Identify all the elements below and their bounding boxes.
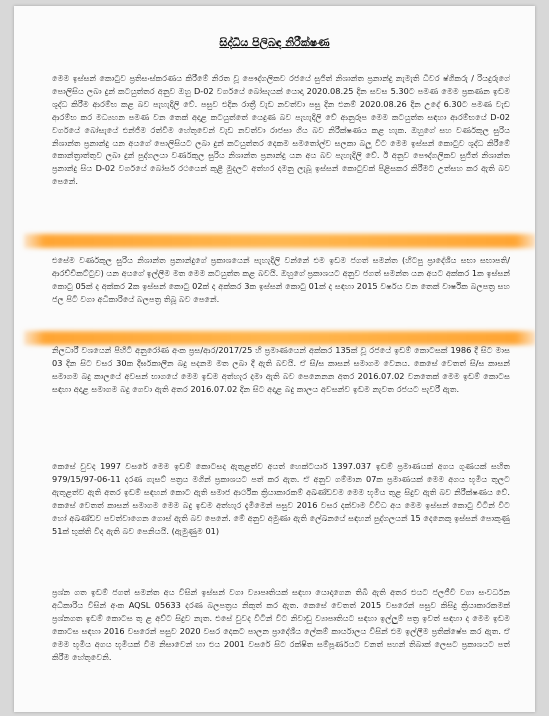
paragraph-1 [52,72,510,238]
document-page [14,6,535,712]
paragraph-4-text: කෙසේ වුවද 1997 වසරේ මෙම ඉඩම් කොටසද ඇතුළත්ව අයත් හෙක්ටයාර් 1397.037 ඉඩම් ප්‍රමාණයක් අගය ගුණයක් සහිත 979/15/97-06-11 දරණ ගැසට් පත්‍රය මගින් ප්‍රකාශයට පත් කර ඇත. ඒ අනුව ගම්මාන 07ක ප්‍රමාණයක් මෙම අගය භූමිය තුලට ඇතුළත්ව ඇති අතර ඉඩම් සඳහන් කොට ඇති සමාජ ආර්ථික ක්‍රියාකාරකම් අඛණ්ඩවම මෙම භූමිය තුළ සිදුව ඇති බව නිරීක්ෂණය වේ. කෙසේ වෙතත් කාසන් සමාගම මෙම බදු ඉඩම අත්හැර දැමීමෙන් පසුව 2016 වසර දක්වාම විවිධ අය මෙම ඉස්සන් කොටු විටින් විට හෝ අඛණ්ඩව පවත්වාගෙන ගොස් ඇති බව පෙනේ. මේ අනුව අමුණා ඇති ලේඛනයේ සඳහන් පුද්ගලයන් 15 දෙනෙකු ඉස්සන් පොකුණු 51ක් භුක්ති විද ඇති බව පෙනියයි. (ඇමුණුම 01) [52,461,510,536]
paragraph-4 [52,460,510,537]
redaction-bar-1 [24,234,535,248]
document-title: සිද්ධිය පිලිබඳ නිරීක්ෂණ [219,36,330,49]
paragraph-1-text: මෙම ඉස්සන් කොටුව ප්‍රතිසංස්කරණය කිරීමේ නිරත වූ පෞද්ගලිකව රජයේ සුජිත් නිශාන්ත ප්‍රනාන්දු නැමැති ධීවර ෂ්ගිකරු / රියදුරුගේ පොලිසිය ලබා දුන් කටයුත්තර අනුව ඔහු D-02 වර්ගයේ බෝසැයක් යොදා 2020.08.25 දින සවස 5.30ට පමණ මෙම ප්‍රකණන ඉඩම ශුද්ධ කිරීම ආරම්භ කළ බව පැහැදිලි වේ. පසුව එදින රාත්‍රී වැඩ නවත්වා පසු දින එනම් 2020.08.26 දින උදේ 6.30ට පමණ වැඩ ආරම්භ කර මධ්‍යහන පමණ වන තෙක් අදාළ කටයුත්තේ යෙදුණ බව පැහැදිලි වේ ආනුරූප මෙම කටයුත්ත සඳහා ආරම්භයේ D-02 වර්ගයේ බෝසැයේ එන්ජිම රත්වීම හේතුවෙන් වැඩ නවත්වා රාජසා ගිය බව නිරීක්ෂණය කළ හැක. ඔහුගේ සහ වර්ණකුල සුරිය නිශාන්ත ප්‍රනාන්දු යන අයගේ පොලිසියට ලබා දුන් කටයුත්තර දෙකම සමතෝල්ව සලකා බලූ විට මෙම ඉස්සන් කොටුව ශුද්ධ කිරීමේ කොන්ත්‍රාත්තුව ලබා දුන් පුද්ගලයා වර්ණකුල සුරිය නිශාන්ත ප්‍රනාන්දු යන අය බව පැහැදිලි වේ. ඊ අනුව පෞද්ගලිකව සුජිත් නිශාන්ත ප්‍රනාන්දු සිය D-02 වර්ගයේ බෝසර් රථයෙන් කුළී මුදලට අත්හර දමනු ලැබූ ඉස්සන් කොටුවක් පිළිසකර කිරීමට උත්සහ කර ඇති බව පෙනේ. [52,73,510,187]
redaction-bar-2 [24,331,535,345]
paragraph-2-text: එසේම වර්ණකුල සුරිය නිශාන්ත ප්‍රනාන්දුගේ ප්‍රකාශයෙන් පැහැදිලි වන්නේ එම ඉඩම ජගත් සමන්ත (හිටපු ප්‍රාදේශීය සභා සභාපති/ ආරච්චිකට්ටුව) යන අයගේ ඉල්ලීම මත මෙම කටයුත්ත කළ බවයි. ඔහුගේ ප්‍රකාශයට අනුව ජගත් සමන්ත යන අයට අක්කර 1ක ඉස්සන් කොටු 05ක් ද අක්කර 2ක ඉස්සන් කොටු 02ක් ද අක්කර 3ක ඉස්සන් කොටු 01ක් ද සඳහා 2015 වර්ෂය වන තෙක් වාර්ෂික බලපත්‍ර සහ ජල පිටි වගා අධිකාරියේ බලපත්‍ර තිබූ බව පෙනේ. [52,255,510,304]
paragraph-5-text: ප්‍රශ්න ගත ඉඩම් ජගත් සමන්ත අය විසින් ඉස්සන් වගා ව්‍යාපෘතියක් සඳහා යොදාගෙන තිබී ඇති අතර එයට ජලජීවී වගා සංවර්ධන අධිකාරිය විසින් අංක AQSL 05633 දරණ බලපත්‍රය නිකුත් කර ඇත. කෙසේ වෙතත් 2015 වසරෙන් පසුව කිසිදු ක්‍රියාකාරකමක් ප්‍රශ්නගත ඉඩම් කොටස තු ළ අව්ට සිදුව නැත. එසේ වුවද විටින් විට නිවාඩු ව්‍යාපෘතියට සඳහා ඉල්ලුම් පත්‍ර ඉවත් සඳහා ද මෙම ඉඩම කොටස සඳහා 2016 වසරෙන් පසුව 2020 වසර දෙකට පාලන ප්‍රාදේශීය ලේකම් කාර්යාලය විසින් එම ඉල්ලීම ප්‍රතික්ෂේප කර ඇත. ඒ මෙම භූමිය අගය භූමියක් වීම නිසාවෙන් හා එය 2001 වසරේ සිට රක්ෂිත සම්පූර්ණයට වනත් පහන් තිබාක් ලෙසට ප්‍රකාශයට පත් කිරීම හේතුවෙනි. [52,587,510,662]
paragraph-2 [52,254,510,306]
paragraph-3-text: නිලධාරී වශයෙන් පිහිටි අනුරෝණ අංක ප්‍රස/ආර/2017/25 හි ප්‍රමාණයෙන් අක්කර 135ක් වූ රජයේ ඉඩම් කොටසක් 1986 දී සිට මාස 03 දින සිට වසර 30ක දීර්ඝකාලීන බදු පදනම මත ලබා දී ඇති බවයි. ඒ සි/ස කාසන් සමාගම වෙනය. කෙසේ වෙතත් සි/ස කාසන් සමාගම බදු කාලයේ අවසන් භාගයේ මෙම ඉඩම අත්හැර දමා ඇති බව පෙනෙනන අතර 2016.07.02 වනතෙක් මෙම ඉඩම් කොටස සඳහා අදාළ සමාගම බදු ගෙවා ඇති අතර 2016.07.02 දින සිට අදාළ බදු කාලය අවසන්ව ඉඩම නැවත රජයට පැවරී ඇත. [52,345,510,394]
paragraph-5 [52,586,510,663]
paragraph-3 [52,344,510,396]
